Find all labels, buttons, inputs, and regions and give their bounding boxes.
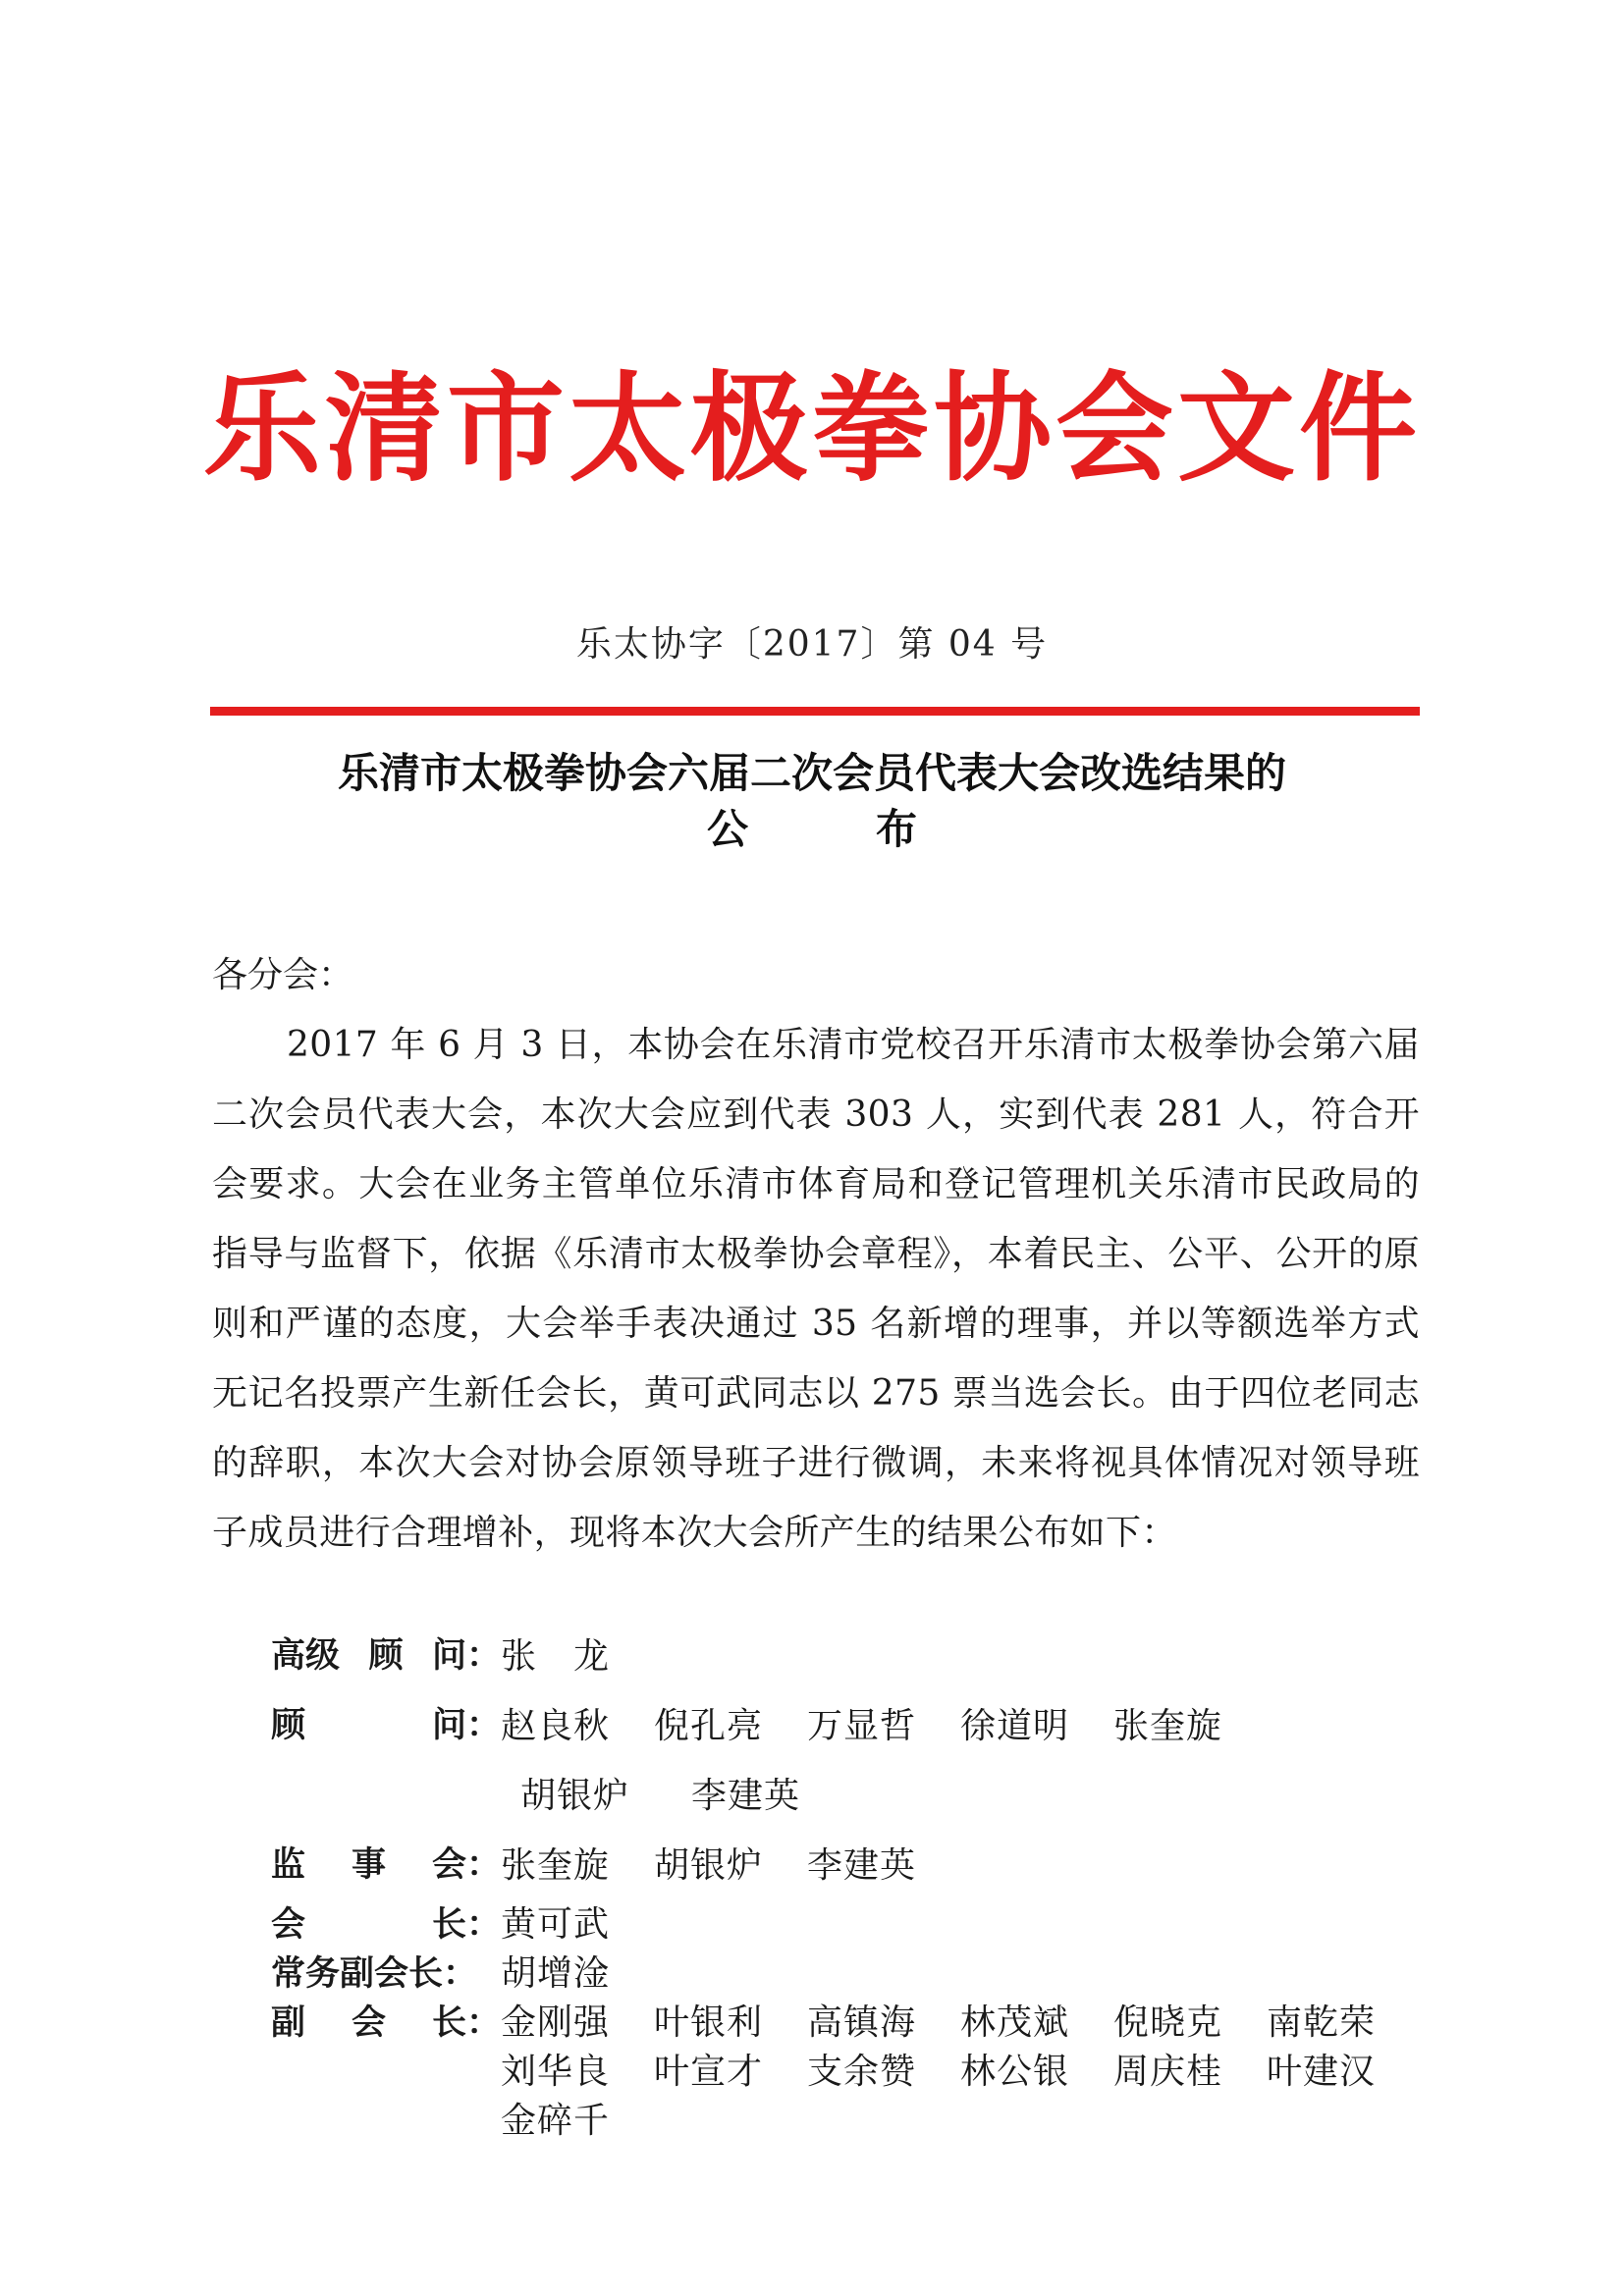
names-senior-advisor [501, 1622, 1424, 1691]
names-advisor [501, 1691, 1424, 1831]
notice-title-line2 [0, 802, 1624, 858]
person-name: 黄可武 [501, 1904, 611, 1945]
notice-title-line1: 乐清市太极拳协会六届二次会员代表大会改选结果的 [337, 749, 1286, 797]
person-name: 叶银利 [654, 2002, 764, 2043]
role-label-vice-president: 副 会 长： [271, 2003, 501, 2043]
person-name: 徐道明 [960, 1706, 1070, 1746]
roster-row-president [271, 1900, 1430, 1949]
role-label-executive-vice-president: 常务副会长： [271, 1954, 478, 1994]
person-name: 张 龙 [501, 1636, 611, 1677]
person-name: 胡银炉 [520, 1776, 630, 1816]
person-name: 胡银炉 [654, 1845, 764, 1886]
person-name: 胡增淦 [501, 1953, 611, 1994]
person-name: 倪晓克 [1113, 2002, 1223, 2043]
person-name: 高镇海 [807, 2002, 917, 2043]
person-name: 林公银 [960, 2052, 1070, 2092]
person-name: 金刚强 [501, 2002, 611, 2043]
person-name: 张奎旋 [501, 1845, 611, 1886]
person-name: 南乾荣 [1267, 2002, 1377, 2043]
notice-title-line2-char1: 公 [706, 804, 748, 853]
role-label-supervisory-board: 监 事 会： [271, 1845, 501, 1885]
role-label-advisor: 顾 问： [271, 1706, 501, 1745]
person-name: 刘华良 [501, 2052, 611, 2092]
roster-row-executive-vice-president [271, 1949, 1430, 1999]
notice-title [0, 746, 1624, 857]
names-executive-vice-president [501, 1949, 1424, 1999]
person-name: 叶建汉 [1267, 2052, 1377, 2092]
role-label-president: 会 长： [271, 1905, 501, 1945]
person-name: 叶宣才 [654, 2052, 764, 2092]
person-name: 张奎旋 [1113, 1706, 1223, 1746]
person-name: 支余赞 [807, 2052, 917, 2092]
person-name: 林茂斌 [960, 2002, 1070, 2043]
document-number: 乐太协字〔2017〕第 04 号 [575, 624, 1049, 665]
names-supervisory-board [501, 1831, 1424, 1900]
person-name: 李建英 [807, 1845, 917, 1886]
document-body [212, 940, 1420, 1568]
person-name: 倪孔亮 [654, 1706, 764, 1746]
notice-title-line2-char2: 布 [876, 804, 918, 853]
person-name: 万显哲 [807, 1706, 917, 1746]
document-header-title: 乐清市太极拳协会文件 [203, 361, 1421, 498]
names-president [501, 1900, 1424, 1949]
roster-row-vice-president [271, 1999, 1430, 2146]
person-name: 金碎千 [501, 2101, 611, 2141]
body-paragraph: 2017 年 6 月 3 日，本协会在乐清市党校召开乐清市太极拳协会第六届二次会员代表大会，本次大会应到代表 303 人，实到代表 281 人，符合开会要求。大会在业务主管单位乐清市体育局和登记管理机关乐清市民政局的指导与监督下，依据《乐清市太极拳协会章程》，本着民主、公平、公开的原则和严谨的态度，大会举手表决通过 35 名新增的理事，并以等额选举方式无记名投票产生新任会长，黄可武同志以 275 票当选会长。由于四位老同志的辞职，本次大会对协会原领导班子进行微调，未来将视具体情况对领导班子成员进行合理增补，现将本次大会所产生的结果公布如下： [212, 1025, 1420, 1553]
roster-row-advisor [271, 1691, 1430, 1831]
person-name: 李建英 [691, 1776, 801, 1816]
names-vice-president [501, 1999, 1424, 2146]
role-label-senior-advisor: 高级 顾 问： [271, 1636, 501, 1676]
salutation: 各分会： [212, 955, 354, 995]
leadership-roster [271, 1622, 1430, 2146]
person-name: 周庆桂 [1113, 2052, 1223, 2092]
roster-row-supervisory-board [271, 1831, 1430, 1900]
roster-row-senior-advisor [271, 1622, 1430, 1691]
person-name: 赵良秋 [501, 1706, 611, 1746]
red-divider-line [210, 707, 1420, 716]
